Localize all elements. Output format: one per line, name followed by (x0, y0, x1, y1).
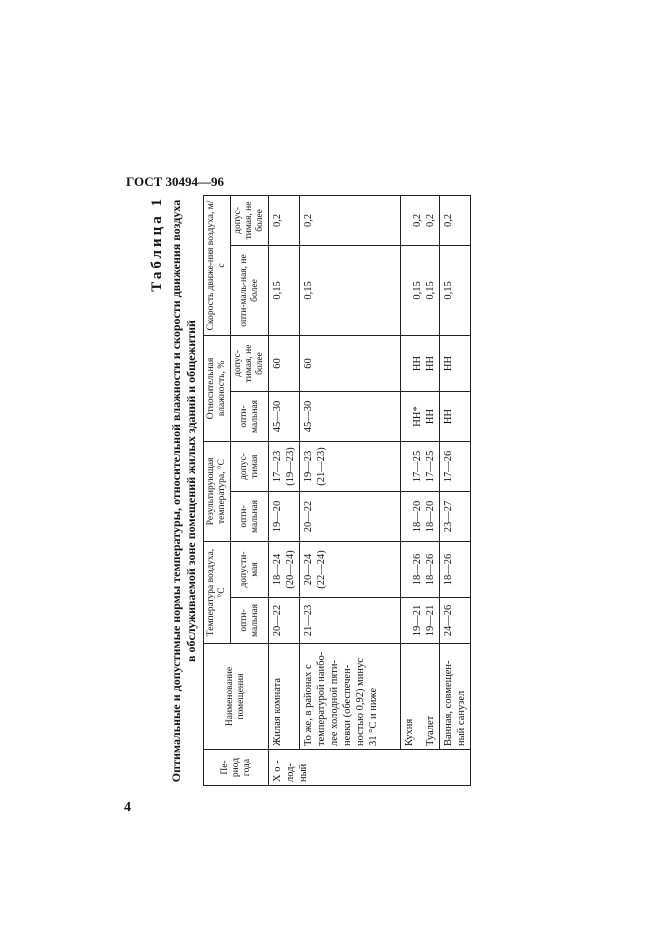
air-adm-cell: 18—26 (440, 542, 471, 598)
speed-adm-cell (401, 195, 440, 245)
value-line: 18—26 (425, 553, 436, 586)
air-opt-cell: 20—22 (269, 598, 300, 644)
subheader-air-temp-adm: допусти-мая (231, 542, 269, 598)
speed-opt-cell: 0,15 (269, 245, 300, 335)
value-line: 18—26 (412, 553, 423, 586)
value-line: 17—25 (425, 450, 436, 483)
header-row (204, 195, 231, 785)
subheader-air-temp-opt: опти-мальная (231, 598, 269, 644)
table-label: Таблица 1 (149, 196, 165, 292)
header-air-temp: Температура воздуха, °С (204, 542, 231, 644)
hum-opt-cell (401, 391, 440, 441)
table-row (440, 195, 471, 785)
value-line: 19—21 (425, 604, 436, 637)
document-code: ГОСТ 30494—96 (126, 174, 225, 189)
hum-adm-cell: 60 (269, 335, 300, 391)
hum-opt-cell: НН (440, 391, 471, 441)
room-cell: Жилая комната (269, 644, 300, 750)
value-line: 0,2 (425, 213, 436, 228)
value-line: НН (412, 355, 423, 372)
table-row (300, 195, 401, 785)
value-line: (19—23) (285, 447, 296, 486)
room-toilet: Туалет (425, 715, 436, 746)
rotated-table-block (149, 196, 471, 786)
hum-adm-cell: 60 (300, 335, 401, 391)
speed-opt-cell: 0,15 (300, 245, 401, 335)
speed-adm-cell: 0,2 (269, 195, 300, 245)
header-period: Пе-риод года (204, 750, 269, 786)
res-opt-cell: 23—27 (440, 492, 471, 542)
hum-adm-cell: НН (440, 335, 471, 391)
value-line: 18—24 (272, 553, 283, 586)
room-cell (401, 644, 440, 750)
norms-table (203, 195, 471, 786)
room-kitchen: Кухня (404, 718, 415, 746)
value-line: 18—20 (425, 500, 436, 533)
value-line: 19—21 (412, 604, 423, 637)
air-adm-cell (269, 542, 300, 598)
table-row (269, 195, 300, 785)
res-opt-cell: 19—20 (269, 492, 300, 542)
air-adm-cell (401, 542, 440, 598)
res-adm-cell (300, 441, 401, 491)
table-title: Оптимальные и допустимые нормы температуры, относительной влажности и скорости движения воздуха в обслуживаемой зоне помещений жилых зданий и общежитий (169, 199, 198, 783)
value-line: (20—24) (285, 550, 296, 589)
subheader-humidity-opt: опти-мальная (231, 391, 269, 441)
value-line: НН (425, 355, 436, 372)
res-adm-cell (401, 441, 440, 491)
value-line: НН* (412, 406, 423, 427)
res-opt-cell: 20—22 (300, 492, 401, 542)
res-adm-cell: 17—26 (440, 441, 471, 491)
res-opt-cell (401, 492, 440, 542)
speed-adm-cell: 0,2 (440, 195, 471, 245)
speed-adm-cell: 0,2 (300, 195, 401, 245)
value-line: 17—25 (412, 450, 423, 483)
header-room: Наименование помещения (204, 644, 269, 750)
room-cell: То же, в районах с температурой наибо-лее холодной пяти-невки (обеспечен-ностью 0,92) минус 31 °С и ниже (300, 644, 401, 750)
value-line: 0,15 (425, 281, 436, 300)
header-humidity: Относительная влажность, % (204, 335, 231, 441)
value-line: 0,2 (412, 213, 423, 228)
period-cell: Х о - лод-ный (269, 750, 471, 786)
header-air-speed: Скорость движе-ния воздуха, м/с (204, 195, 231, 335)
subheader-speed-opt: опти-маль-ная, не более (231, 245, 269, 335)
subheader-result-temp-opt: опти-мальная (231, 492, 269, 542)
subheader-result-temp-adm: допус-тимая (231, 441, 269, 491)
value-line: 19—23 (303, 450, 314, 483)
value-line: НН (425, 408, 436, 425)
room-cell: Ванная, совмещен-ный санузел (440, 644, 471, 750)
page-number: 4 (124, 800, 131, 815)
res-adm-cell (269, 441, 300, 491)
hum-opt-cell: 45—30 (269, 391, 300, 441)
speed-opt-cell: 0,15 (440, 245, 471, 335)
header-result-temp: Результирующая температура, °С (204, 441, 231, 541)
subheader-speed-adm: допус-тимая, не более (231, 195, 269, 245)
air-opt-cell: 21—23 (300, 598, 401, 644)
air-opt-cell (401, 598, 440, 644)
value-line: 20—24 (303, 553, 314, 586)
speed-opt-cell (401, 245, 440, 335)
value-line: (22—24) (316, 550, 327, 589)
table-row (401, 195, 440, 785)
value-line: 18—20 (412, 500, 423, 533)
hum-adm-cell (401, 335, 440, 391)
hum-opt-cell: 45—30 (300, 391, 401, 441)
subheader-humidity-adm: допус-тимая, не более (231, 335, 269, 391)
value-line: 17—23 (272, 450, 283, 483)
value-line: 0,15 (412, 281, 423, 300)
air-adm-cell (300, 542, 401, 598)
air-opt-cell: 24—26 (440, 598, 471, 644)
value-line: (21—23) (316, 447, 327, 486)
